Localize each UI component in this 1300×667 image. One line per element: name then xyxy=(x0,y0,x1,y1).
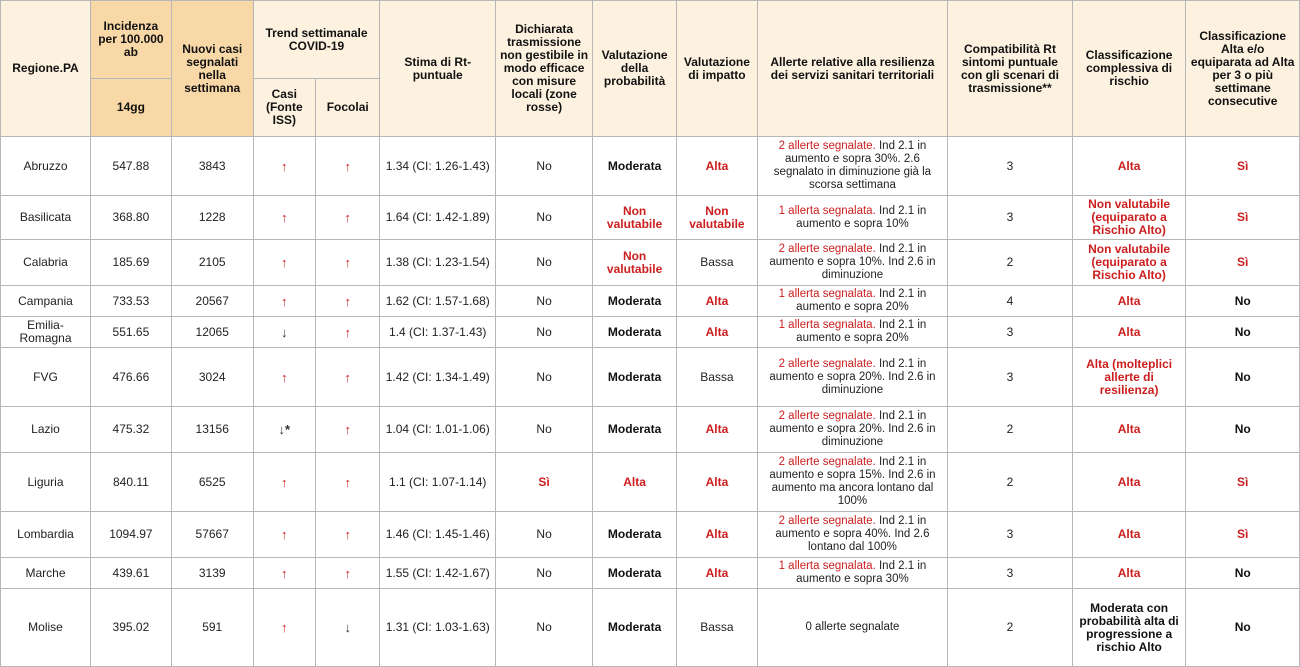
cell-impatto: Bassa xyxy=(677,589,758,667)
table-row xyxy=(1,453,1300,512)
cell-compatibilita: 3 xyxy=(948,512,1073,558)
cell-regione: Basilicata xyxy=(1,196,91,240)
cell-alta-equiparata: No xyxy=(1186,348,1300,407)
cell-probabilita: Moderata xyxy=(593,558,677,589)
cell-regione: Campania xyxy=(1,286,91,317)
cell-nuovi-casi: 3843 xyxy=(171,137,253,196)
cell-alta-equiparata: Sì xyxy=(1186,512,1300,558)
cell-dichiarata: No xyxy=(496,348,593,407)
arrow-up-icon: ↑ xyxy=(316,196,380,240)
cell-rt: 1.4 (CI: 1.37-1.43) xyxy=(380,317,496,348)
cell-incidenza: 547.88 xyxy=(91,137,172,196)
cell-probabilita: Moderata xyxy=(593,589,677,667)
cell-incidenza: 1094.97 xyxy=(91,512,172,558)
cell-alta-equiparata: No xyxy=(1186,407,1300,453)
arrow-up-icon: ↑ xyxy=(316,512,380,558)
allerte-count: 1 allerta segnalata. xyxy=(778,319,876,331)
header-rt: Stima di Rt-puntuale xyxy=(380,1,496,137)
cell-rt: 1.55 (CI: 1.42-1.67) xyxy=(380,558,496,589)
allerte-detail: Ind 2.1 in aumento e sopra 20%. Ind 2.6 in diminuzione xyxy=(769,357,936,396)
allerte-count: 1 allerta segnalata. xyxy=(778,288,876,300)
header-allerte: Allerte relative alla resilienza dei servizi sanitari territoriali xyxy=(757,1,947,137)
allerte-detail: Ind 2.1 in aumento e sopra 10% xyxy=(796,204,927,230)
allerte-detail: Ind 2.1 in aumento e sopra 30%. 2.6 segnalato in diminuzione già la scorsa settimana xyxy=(773,140,932,191)
cell-regione: Abruzzo xyxy=(1,137,91,196)
cell-allerte xyxy=(757,317,947,348)
cell-compatibilita: 2 xyxy=(948,240,1073,286)
header-alta-equiparata: Classificazione Alta e/o equiparata ad Alta per 3 o più settimane consecutive xyxy=(1186,1,1300,137)
cell-probabilita: Moderata xyxy=(593,512,677,558)
arrow-up-icon: ↑ xyxy=(316,137,380,196)
cell-alta-equiparata: No xyxy=(1186,558,1300,589)
table-row xyxy=(1,407,1300,453)
cell-classificazione: Alta xyxy=(1072,453,1186,512)
header-casi: Casi (Fonte ISS) xyxy=(253,79,315,137)
table-row xyxy=(1,286,1300,317)
arrow-down-icon: ↓ xyxy=(316,589,380,667)
arrow-up-icon: ↑ xyxy=(316,453,380,512)
cell-probabilita: Non valutabile xyxy=(593,240,677,286)
arrow-up-icon: ↑ xyxy=(253,348,315,407)
header-dichiarata: Dichiarata trasmissione non gestibile in modo efficace con misure locali (zone rosse) xyxy=(496,1,593,137)
cell-classificazione: Alta xyxy=(1072,558,1186,589)
header-classificazione: Classificazione complessiva di rischio xyxy=(1072,1,1186,137)
cell-allerte xyxy=(757,453,947,512)
allerte-detail: Ind 2.1 in aumento e sopra 15%. Ind 2.6 in aumento ma ancora lontano dal 100% xyxy=(769,456,936,507)
arrow-up-icon: ↑ xyxy=(253,196,315,240)
allerte-count: 2 allerte segnalate. xyxy=(778,456,876,468)
cell-classificazione: Non valutabile (equiparato a Rischio Alto) xyxy=(1072,240,1186,286)
cell-compatibilita: 3 xyxy=(948,196,1073,240)
arrow-up-icon: ↑ xyxy=(316,240,380,286)
cell-allerte xyxy=(757,407,947,453)
cell-rt: 1.46 (CI: 1.45-1.46) xyxy=(380,512,496,558)
cell-nuovi-casi: 6525 xyxy=(171,453,253,512)
table-row xyxy=(1,558,1300,589)
cell-incidenza: 185.69 xyxy=(91,240,172,286)
table-row xyxy=(1,137,1300,196)
cell-dichiarata: No xyxy=(496,286,593,317)
cell-rt: 1.34 (CI: 1.26-1.43) xyxy=(380,137,496,196)
cell-compatibilita: 2 xyxy=(948,453,1073,512)
cell-rt: 1.62 (CI: 1.57-1.68) xyxy=(380,286,496,317)
header-compatibilita: Compatibilità Rt sintomi puntuale con gli scenari di trasmissione** xyxy=(948,1,1073,137)
header-impatto: Valutazione di impatto xyxy=(677,1,758,137)
allerte-detail: Ind 2.1 in aumento e sopra 30% xyxy=(796,560,927,585)
cell-impatto: Bassa xyxy=(677,348,758,407)
cell-incidenza: 476.66 xyxy=(91,348,172,407)
cell-impatto: Alta xyxy=(677,317,758,348)
cell-compatibilita: 2 xyxy=(948,589,1073,667)
arrow-up-icon: ↑ xyxy=(316,558,380,589)
cell-regione: Molise xyxy=(1,589,91,667)
cell-dichiarata: No xyxy=(496,512,593,558)
table-row xyxy=(1,240,1300,286)
arrow-up-icon: ↑ xyxy=(253,137,315,196)
allerte-count: 1 allerta segnalata. xyxy=(778,560,876,572)
cell-impatto: Alta xyxy=(677,407,758,453)
table-row xyxy=(1,512,1300,558)
table-row xyxy=(1,348,1300,407)
cell-regione: Emilia-Romagna xyxy=(1,317,91,348)
cell-allerte xyxy=(757,589,947,667)
cell-impatto: Alta xyxy=(677,286,758,317)
cell-nuovi-casi: 1228 xyxy=(171,196,253,240)
cell-classificazione: Non valutabile (equiparato a Rischio Alto) xyxy=(1072,196,1186,240)
cell-dichiarata: No xyxy=(496,407,593,453)
cell-compatibilita: 3 xyxy=(948,317,1073,348)
cell-allerte xyxy=(757,558,947,589)
cell-classificazione: Moderata con probabilità alta di progressione a rischio Alto xyxy=(1072,589,1186,667)
cell-compatibilita: 2 xyxy=(948,407,1073,453)
cell-dichiarata: No xyxy=(496,196,593,240)
cell-alta-equiparata: No xyxy=(1186,317,1300,348)
cell-rt: 1.64 (CI: 1.42-1.89) xyxy=(380,196,496,240)
cell-classificazione: Alta xyxy=(1072,137,1186,196)
cell-alta-equiparata: Sì xyxy=(1186,453,1300,512)
allerte-detail: Ind 2.1 in aumento e sopra 40%. Ind 2.6 lontano dal 100% xyxy=(775,515,930,553)
cell-impatto: Bassa xyxy=(677,240,758,286)
cell-classificazione: Alta (molteplici allerte di resilienza) xyxy=(1072,348,1186,407)
cell-allerte xyxy=(757,137,947,196)
allerte-detail: 0 allerte segnalate xyxy=(805,621,900,633)
cell-dichiarata: No xyxy=(496,240,593,286)
arrow-up-icon: ↑ xyxy=(316,348,380,407)
arrow-down-icon: ↓* xyxy=(253,407,315,453)
arrow-up-icon: ↑ xyxy=(253,512,315,558)
cell-nuovi-casi: 57667 xyxy=(171,512,253,558)
cell-classificazione: Alta xyxy=(1072,512,1186,558)
cell-incidenza: 551.65 xyxy=(91,317,172,348)
arrow-up-icon: ↑ xyxy=(253,453,315,512)
cell-nuovi-casi: 2105 xyxy=(171,240,253,286)
header-trend: Trend settimanale COVID-19 xyxy=(253,1,380,79)
header-nuovi-casi: Nuovi casi segnalati nella settimana xyxy=(171,1,253,137)
arrow-up-icon: ↑ xyxy=(316,317,380,348)
table-row xyxy=(1,589,1300,667)
cell-rt: 1.31 (CI: 1.03-1.63) xyxy=(380,589,496,667)
cell-nuovi-casi: 3024 xyxy=(171,348,253,407)
cell-incidenza: 368.80 xyxy=(91,196,172,240)
cell-allerte xyxy=(757,512,947,558)
cell-impatto: Alta xyxy=(677,512,758,558)
allerte-detail: Ind 2.1 in aumento e sopra 20% xyxy=(796,319,927,344)
cell-impatto: Alta xyxy=(677,558,758,589)
arrow-up-icon: ↑ xyxy=(253,286,315,317)
cell-incidenza: 733.53 xyxy=(91,286,172,317)
header-regione: Regione.PA xyxy=(1,1,91,137)
cell-incidenza: 475.32 xyxy=(91,407,172,453)
cell-probabilita: Moderata xyxy=(593,348,677,407)
cell-rt: 1.42 (CI: 1.34-1.49) xyxy=(380,348,496,407)
allerte-detail: Ind 2.1 in aumento e sopra 10%. Ind 2.6 in diminuzione xyxy=(769,243,936,281)
cell-allerte xyxy=(757,196,947,240)
cell-probabilita: Moderata xyxy=(593,317,677,348)
cell-compatibilita: 4 xyxy=(948,286,1073,317)
cell-probabilita: Moderata xyxy=(593,137,677,196)
allerte-count: 2 allerte segnalate. xyxy=(778,515,876,527)
cell-classificazione: Alta xyxy=(1072,317,1186,348)
allerte-count: 2 allerte segnalate. xyxy=(778,140,876,152)
cell-nuovi-casi: 591 xyxy=(171,589,253,667)
arrow-up-icon: ↑ xyxy=(316,407,380,453)
cell-probabilita: Alta xyxy=(593,453,677,512)
table-row xyxy=(1,196,1300,240)
arrow-up-icon: ↑ xyxy=(316,286,380,317)
cell-compatibilita: 3 xyxy=(948,348,1073,407)
cell-alta-equiparata: Sì xyxy=(1186,196,1300,240)
cell-impatto: Alta xyxy=(677,137,758,196)
cell-alta-equiparata: Sì xyxy=(1186,240,1300,286)
cell-regione: Lombardia xyxy=(1,512,91,558)
cell-allerte xyxy=(757,240,947,286)
cell-regione: Marche xyxy=(1,558,91,589)
header-probabilita: Valutazione della probabilità xyxy=(593,1,677,137)
cell-allerte xyxy=(757,286,947,317)
cell-rt: 1.04 (CI: 1.01-1.06) xyxy=(380,407,496,453)
table-row xyxy=(1,317,1300,348)
table-body xyxy=(1,137,1300,667)
allerte-count: 2 allerte segnalate. xyxy=(778,243,876,255)
arrow-up-icon: ↑ xyxy=(253,589,315,667)
cell-dichiarata: No xyxy=(496,137,593,196)
cell-compatibilita: 3 xyxy=(948,137,1073,196)
header-focolai: Focolai xyxy=(316,79,380,137)
cell-regione: Lazio xyxy=(1,407,91,453)
cell-classificazione: Alta xyxy=(1072,286,1186,317)
cell-probabilita: Non valutabile xyxy=(593,196,677,240)
cell-nuovi-casi: 12065 xyxy=(171,317,253,348)
cell-rt: 1.1 (CI: 1.07-1.14) xyxy=(380,453,496,512)
cell-dichiarata: No xyxy=(496,558,593,589)
allerte-count: 2 allerte segnalate. xyxy=(778,357,876,370)
cell-rt: 1.38 (CI: 1.23-1.54) xyxy=(380,240,496,286)
arrow-up-icon: ↑ xyxy=(253,240,315,286)
cell-regione: Liguria xyxy=(1,453,91,512)
cell-nuovi-casi: 3139 xyxy=(171,558,253,589)
cell-nuovi-casi: 20567 xyxy=(171,286,253,317)
cell-dichiarata: No xyxy=(496,589,593,667)
allerte-count: 2 allerte segnalate. xyxy=(778,410,876,422)
cell-impatto: Alta xyxy=(677,453,758,512)
cell-regione: FVG xyxy=(1,348,91,407)
cell-regione: Calabria xyxy=(1,240,91,286)
header-incidenza-14gg: 14gg xyxy=(91,79,172,137)
cell-allerte xyxy=(757,348,947,407)
allerte-detail: Ind 2.1 in aumento e sopra 20% xyxy=(796,288,927,313)
cell-nuovi-casi: 13156 xyxy=(171,407,253,453)
cell-incidenza: 395.02 xyxy=(91,589,172,667)
arrow-down-icon: ↓ xyxy=(253,317,315,348)
cell-alta-equiparata: No xyxy=(1186,286,1300,317)
cell-incidenza: 840.11 xyxy=(91,453,172,512)
cell-impatto: Non valutabile xyxy=(677,196,758,240)
header-incidenza: Incidenza per 100.000 ab xyxy=(91,1,172,79)
cell-incidenza: 439.61 xyxy=(91,558,172,589)
allerte-detail: Ind 2.1 in aumento e sopra 20%. Ind 2.6 in diminuzione xyxy=(769,410,936,448)
cell-compatibilita: 3 xyxy=(948,558,1073,589)
arrow-up-icon: ↑ xyxy=(253,558,315,589)
cell-probabilita: Moderata xyxy=(593,286,677,317)
cell-probabilita: Moderata xyxy=(593,407,677,453)
cell-dichiarata: Sì xyxy=(496,453,593,512)
cell-alta-equiparata: No xyxy=(1186,589,1300,667)
cell-alta-equiparata: Sì xyxy=(1186,137,1300,196)
allerte-count: 1 allerta segnalata. xyxy=(778,204,876,217)
cell-classificazione: Alta xyxy=(1072,407,1186,453)
cell-dichiarata: No xyxy=(496,317,593,348)
